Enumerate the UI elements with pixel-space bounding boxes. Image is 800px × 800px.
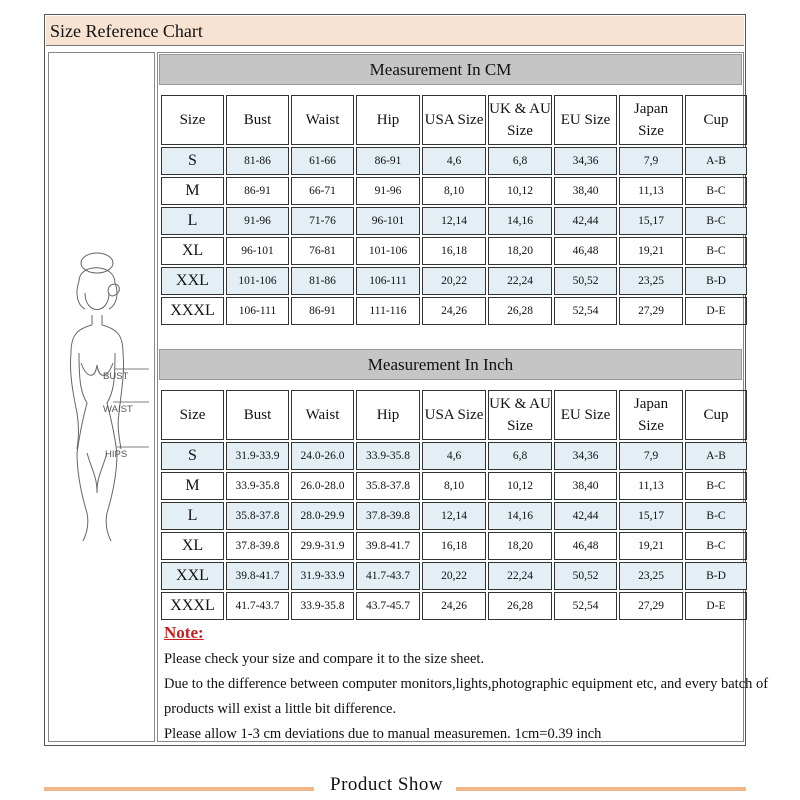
value-cell: 96-101 [356,207,420,235]
tables-panel [157,52,769,742]
value-cell: 66-71 [291,177,354,205]
value-cell: 34,36 [554,147,617,175]
value-cell: 35.8-37.8 [226,502,289,530]
value-cell: 41.7-43.7 [356,562,420,590]
value-cell: 4,6 [422,147,486,175]
value-cell: 7,9 [619,442,683,470]
note-line: products will exist a little bit difference. [164,701,397,717]
note-line: Due to the difference between computer monitors,lights,photographic equipment etc, and every batch of [164,676,769,692]
size-cell: S [161,442,224,470]
value-cell: 52,54 [554,592,617,620]
value-cell: 18,20 [488,237,552,265]
column-header: Waist [291,390,354,440]
value-cell: 27,29 [619,592,683,620]
body-measure-figure [49,53,154,741]
value-cell: 7,9 [619,147,683,175]
value-cell: 12,14 [422,502,486,530]
value-cell: 22,24 [488,267,552,295]
size-cell: XL [161,237,224,265]
cm-heading: Measurement In CM [369,60,512,79]
value-cell: 26.0-28.0 [291,472,354,500]
value-cell: 19,21 [619,237,683,265]
size-cell: M [161,472,224,500]
column-header: UK & AU Size [488,390,552,440]
value-cell: 26,28 [488,297,552,325]
value-cell: D-E [685,592,747,620]
value-cell: 11,13 [619,472,683,500]
value-cell: 8,10 [422,177,486,205]
column-header: Hip [356,95,420,145]
value-cell: 81-86 [226,147,289,175]
value-cell: 15,17 [619,207,683,235]
value-cell: 46,48 [554,532,617,560]
value-cell: 42,44 [554,502,617,530]
inch-heading: Measurement In Inch [367,355,514,374]
value-cell: 31.9-33.9 [291,562,354,590]
value-cell: B-C [685,532,747,560]
note-title: Note: [164,623,204,642]
column-header: Waist [291,95,354,145]
value-cell: 23,25 [619,267,683,295]
value-cell: 96-101 [226,237,289,265]
table-header-row [161,95,747,145]
value-cell: 39.8-41.7 [356,532,420,560]
column-header: Size [161,95,224,145]
size-chart-frame [44,14,769,746]
value-cell: 14,16 [488,207,552,235]
value-cell: 19,21 [619,532,683,560]
title-bar [46,16,744,46]
value-cell: 24,26 [422,592,486,620]
figure-panel [48,52,155,742]
value-cell: 33.9-35.8 [291,592,354,620]
value-cell: 35.8-37.8 [356,472,420,500]
value-cell: 39.8-41.7 [226,562,289,590]
column-header: EU Size [554,95,617,145]
value-cell: B-D [685,562,747,590]
column-header: Cup [685,390,747,440]
value-cell: 43.7-45.7 [356,592,420,620]
column-header: USA Size [422,95,486,145]
table-row [161,592,747,620]
size-cell: XXL [161,267,224,295]
table-row [161,267,747,295]
value-cell: B-C [685,472,747,500]
value-cell: 29.9-31.9 [291,532,354,560]
value-cell: 38,40 [554,177,617,205]
value-cell: 52,54 [554,297,617,325]
value-cell: 20,22 [422,562,486,590]
table-row [161,207,747,235]
value-cell: 14,16 [488,502,552,530]
value-cell: 31.9-33.9 [226,442,289,470]
value-cell: 26,28 [488,592,552,620]
table-row [161,442,747,470]
size-cell: M [161,177,224,205]
table-row [161,297,747,325]
footer-divider-right [456,787,746,791]
value-cell: 15,17 [619,502,683,530]
column-header: UK & AU Size [488,95,552,145]
value-cell: 61-66 [291,147,354,175]
value-cell: 111-116 [356,297,420,325]
value-cell: 37.8-39.8 [356,502,420,530]
value-cell: 4,6 [422,442,486,470]
label-waist: WAIST [103,404,133,415]
value-cell: 23,25 [619,562,683,590]
size-cell: XL [161,532,224,560]
value-cell: 91-96 [226,207,289,235]
column-header: Size [161,390,224,440]
value-cell: 50,52 [554,267,617,295]
value-cell: 86-91 [291,297,354,325]
value-cell: B-C [685,502,747,530]
value-cell: 46,48 [554,237,617,265]
value-cell: B-C [685,237,747,265]
value-cell: B-D [685,267,747,295]
table-row [161,502,747,530]
value-cell: 86-91 [226,177,289,205]
column-header: Japan Size [619,390,683,440]
note-line: Please check your size and compare it to the size sheet. [164,651,485,667]
value-cell: 42,44 [554,207,617,235]
cm-size-table [159,93,749,327]
column-header: Cup [685,95,747,145]
value-cell: 71-76 [291,207,354,235]
column-header: Japan Size [619,95,683,145]
value-cell: 41.7-43.7 [226,592,289,620]
value-cell: 50,52 [554,562,617,590]
value-cell: 33.9-35.8 [226,472,289,500]
value-cell: 18,20 [488,532,552,560]
label-bust: BUST [103,371,129,382]
footer-divider-left [44,787,314,791]
inch-size-table [159,388,749,622]
product-show-heading: Product Show [330,774,444,795]
label-hips: HIPS [105,449,128,460]
size-cell: XXL [161,562,224,590]
value-cell: 24,26 [422,297,486,325]
size-cell: S [161,147,224,175]
value-cell: 34,36 [554,442,617,470]
value-cell: 106-111 [356,267,420,295]
column-header: EU Size [554,390,617,440]
column-header: Bust [226,95,289,145]
value-cell: A-B [685,442,747,470]
value-cell: 20,22 [422,267,486,295]
table-row [161,177,747,205]
chart-title: Size Reference Chart [50,21,203,41]
value-cell: 10,12 [488,177,552,205]
column-header: USA Size [422,390,486,440]
value-cell: 101-106 [226,267,289,295]
value-cell: 22,24 [488,562,552,590]
value-cell: 10,12 [488,472,552,500]
column-header: Hip [356,390,420,440]
size-cell: XXXL [161,297,224,325]
cm-section-header [159,54,742,85]
value-cell: A-B [685,147,747,175]
value-cell: 38,40 [554,472,617,500]
value-cell: 16,18 [422,237,486,265]
value-cell: 28.0-29.9 [291,502,354,530]
value-cell: 101-106 [356,237,420,265]
value-cell: 76-81 [291,237,354,265]
note-line: Please allow 1-3 cm deviations due to manual measuremen. 1cm=0.39 inch [164,726,602,742]
value-cell: 106-111 [226,297,289,325]
table-row [161,237,747,265]
table-header-row [161,390,747,440]
size-cell: XXXL [161,592,224,620]
value-cell: D-E [685,297,747,325]
value-cell: 81-86 [291,267,354,295]
value-cell: 11,13 [619,177,683,205]
value-cell: 6,8 [488,147,552,175]
column-header: Bust [226,390,289,440]
value-cell: 33.9-35.8 [356,442,420,470]
table-row [161,147,747,175]
value-cell: 37.8-39.8 [226,532,289,560]
value-cell: B-C [685,207,747,235]
size-cell: L [161,207,224,235]
size-cell: L [161,502,224,530]
table-row [161,562,747,590]
value-cell: B-C [685,177,747,205]
value-cell: 86-91 [356,147,420,175]
value-cell: 24.0-26.0 [291,442,354,470]
table-row [161,472,747,500]
table-row [161,532,747,560]
value-cell: 27,29 [619,297,683,325]
value-cell: 16,18 [422,532,486,560]
inch-section-header [159,349,742,380]
value-cell: 6,8 [488,442,552,470]
value-cell: 8,10 [422,472,486,500]
value-cell: 91-96 [356,177,420,205]
value-cell: 12,14 [422,207,486,235]
